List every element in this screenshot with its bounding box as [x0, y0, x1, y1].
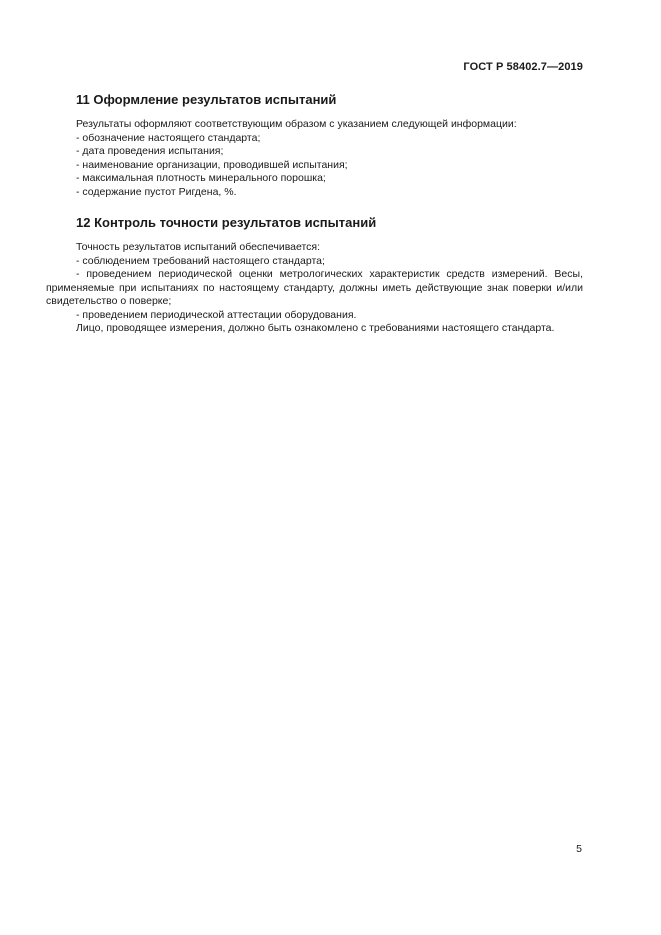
section-11-heading: 11 Оформление результатов испытаний: [76, 92, 337, 107]
document-code: ГОСТ Р 58402.7—2019: [463, 61, 583, 73]
section-12: [46, 215, 583, 336]
paragraph: Точность результатов испытаний обеспечивается:: [76, 241, 321, 253]
paragraph: Результаты оформляют соответствующим образом с указанием следующей информации:: [76, 118, 517, 130]
list-item: - обозначение настоящего стандарта;: [76, 131, 261, 144]
list-item: - максимальная плотность минерального порошка;: [76, 172, 326, 184]
page-number: 5: [576, 843, 582, 855]
list-item: - проведением периодической оценки метрологических характеристик средств измерений. Весы, применяемые при испытаниях по настоящему стандарту, должны иметь действующие знак поверки и/или свидетельство о поверке;: [46, 268, 583, 307]
section-12-body: [46, 241, 583, 336]
list-item: - проведением периодической аттестации оборудования.: [76, 308, 357, 321]
paragraph: Лицо, проводящее измерения, должно быть ознакомлено с требованиями настоящего стандарта.: [76, 322, 555, 334]
section-11: [46, 92, 583, 199]
list-item: - дата проведения испытания;: [76, 145, 224, 157]
section-12-heading: 12 Контроль точности результатов испытаний: [76, 215, 377, 230]
list-item: - наименование организации, проводившей испытания;: [76, 158, 348, 171]
list-item: - содержание пустот Ригдена, %.: [76, 185, 237, 198]
list-item: - соблюдением требований настоящего стандарта;: [76, 254, 325, 267]
section-11-body: [46, 118, 583, 199]
